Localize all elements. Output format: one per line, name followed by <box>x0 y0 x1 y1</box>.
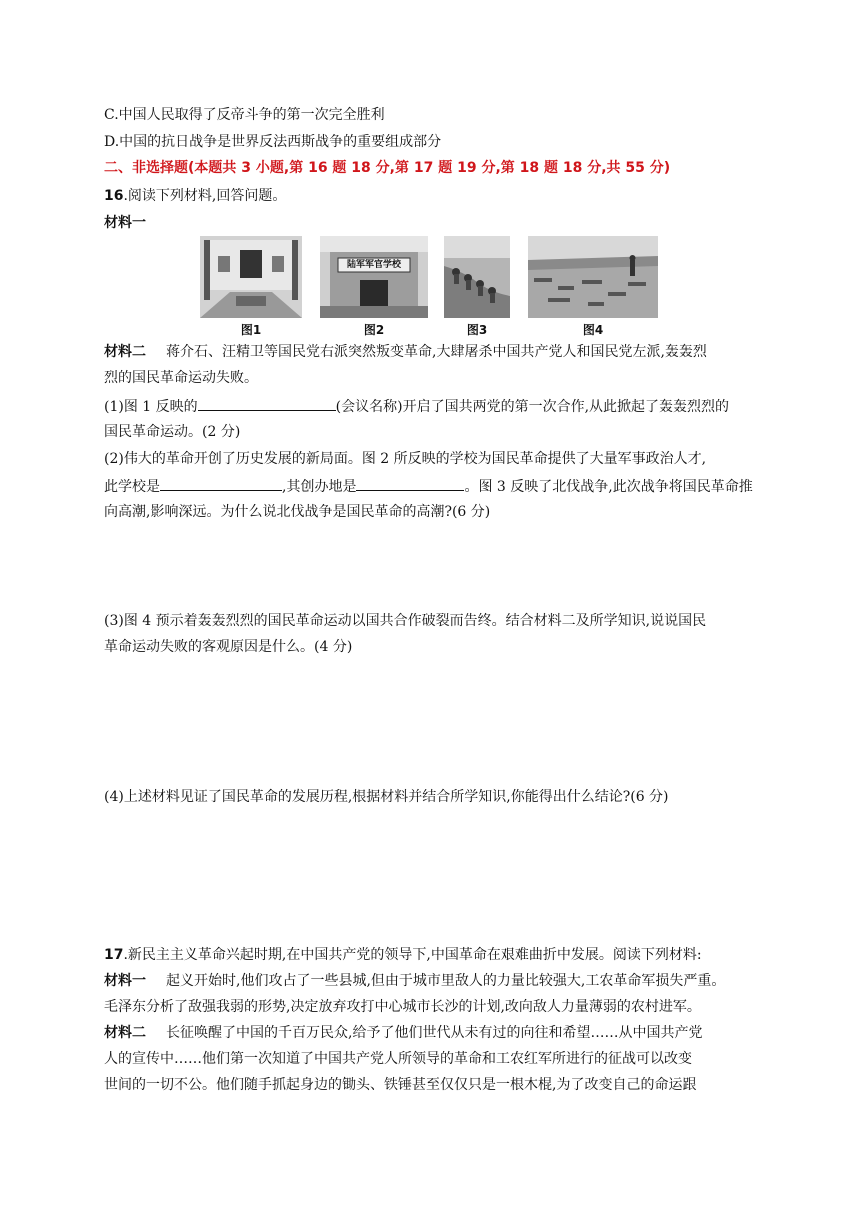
part-2-text-b: ,其创办地是 <box>282 479 357 495</box>
material-2-label: 材料二 <box>104 344 146 360</box>
figure-row <box>200 236 660 336</box>
part-2-text-a: 此学校是 <box>104 479 160 495</box>
material-2-line-1 <box>104 341 707 363</box>
academy-sign-text: 陆军军官学校 <box>346 260 401 270</box>
material-1-label: 材料一 <box>104 973 146 989</box>
question-number: 17 <box>104 947 124 963</box>
question-intro-text: .阅读下列材料,回答问题。 <box>123 188 287 204</box>
part-1-line-1 <box>104 394 729 418</box>
figure-caption: 图1 <box>240 323 262 337</box>
q17-material-2-line-1 <box>104 1022 702 1044</box>
figure-2 <box>320 236 428 338</box>
question-16-intro <box>104 185 286 207</box>
military-academy-gate-photo <box>320 236 428 318</box>
part-1-prefix: (1)图 1 反映的 <box>104 399 198 415</box>
location-blank[interactable] <box>356 474 464 491</box>
material-2-text: 长征唤醒了中国的千百万民众,给予了他们世代从未有过的向往和希望……从中国共产党 <box>166 1025 703 1041</box>
option-d: D.中国的抗日战争是世界反法西斯战争的重要组成部分 <box>104 134 442 150</box>
section-heading <box>104 157 670 179</box>
question-17-intro <box>104 944 702 966</box>
question-number: 16 <box>104 188 124 204</box>
section-title: 二、非选择题 <box>104 160 188 176</box>
soldiers-trench-photo <box>444 236 510 318</box>
material-1-label: 材料一 <box>104 215 146 231</box>
part-2-line-3: 向高潮,影响深远。为什么说北伐战争是国民革命的高潮?(6 分) <box>104 504 491 520</box>
part-3-line-1: (3)图 4 预示着轰轰烈烈的国民革命运动以国共合作破裂而告终。结合材料二及所学知识,说说国民 <box>104 613 707 629</box>
material-2-line-2: 烈的国民革命运动失败。 <box>104 370 258 386</box>
option-c: C.中国人民取得了反帝斗争的第一次完全胜利 <box>104 107 385 123</box>
material-2-text: 蒋介石、汪精卫等国民党右派突然叛变革命,大肆屠杀中国共产党人和国民党左派,轰轰烈 <box>166 344 707 360</box>
part-3-line-2: 革命运动失败的客观原因是什么。(4 分) <box>104 639 353 655</box>
figure-3 <box>444 236 510 338</box>
q17-material-1-line-2: 毛泽东分析了敌强我弱的形势,决定放弃攻打中心城市长沙的计划,改向敌人力量薄弱的农村进军。 <box>104 999 701 1015</box>
part-4-line: (4)上述材料见证了国民革命的发展历程,根据材料并结合所学知识,你能得出什么结论?(6 分) <box>104 789 669 805</box>
part-2-line-2 <box>104 474 753 498</box>
assembly-hall-photo <box>200 236 302 318</box>
meeting-name-blank[interactable] <box>198 394 336 411</box>
material-1-text: 起义开始时,他们攻占了一些县城,但由于城市里敌人的力量比较强大,工农革命军损失严重。 <box>166 973 726 989</box>
question-intro-text: .新民主主义革命兴起时期,在中国共产党的领导下,中国革命在艰难曲折中发展。阅读下列材料: <box>123 947 702 963</box>
school-name-blank[interactable] <box>160 474 282 491</box>
figure-caption: 图4 <box>582 323 604 337</box>
section-note: (本题共 3 小题,第 16 题 18 分,第 17 题 19 分,第 18 题 18 分,共 55 分) <box>188 160 671 176</box>
part-2-line-1: (2)伟大的革命开创了历史发展的新局面。图 2 所反映的学校为国民革命提供了大量军事政治人才, <box>104 451 707 467</box>
part-1-line-2: 国民革命运动。(2 分) <box>104 424 241 440</box>
figure-4 <box>528 236 658 338</box>
q17-material-2-line-3: 世间的一切不公。他们随手抓起身边的锄头、铁锤甚至仅仅只是一根木棍,为了改变自己的命运跟 <box>104 1077 697 1093</box>
figure-caption: 图3 <box>466 323 488 337</box>
field-execution-photo <box>528 236 658 318</box>
part-2-text-c: 。图 3 反映了北伐战争,此次战争将国民革命推 <box>464 479 753 495</box>
q17-material-1-line-1 <box>104 970 725 992</box>
figure-1 <box>200 236 302 338</box>
q17-material-2-line-2: 人的宣传中……他们第一次知道了中国共产党人所领导的革命和工农红军所进行的征战可以改变 <box>104 1051 692 1067</box>
material-2-label: 材料二 <box>104 1025 146 1041</box>
figure-caption: 图2 <box>363 323 385 337</box>
part-1-suffix: (会议名称)开启了国共两党的第一次合作,从此掀起了轰轰烈烈的 <box>335 399 730 415</box>
